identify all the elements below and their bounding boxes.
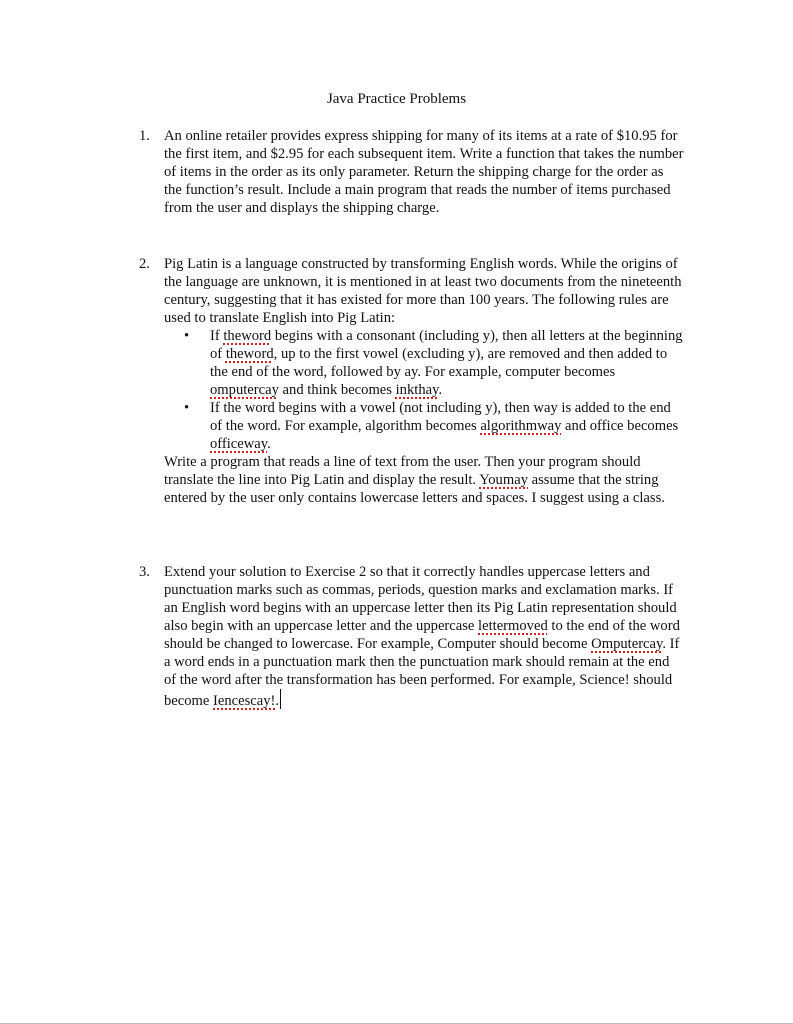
- problem-number: 1.: [139, 128, 150, 144]
- bullet-icon: •: [184, 328, 190, 344]
- rule-vowel: • If the word begins with a vowel (not including y), then way is added to the end of the word. For example, algorithm becomes algorithmway and office becomes officeway.: [184, 400, 679, 452]
- text-cursor: [280, 689, 281, 709]
- problem-intro: Pig Latin is a language constructed by transforming English words. While the origins of the language are unknown, it is mentioned in at least two documents from the nineteenth century, suggesting that it has existed for more than 100 years. The following rules are used to translate English into Pig Latin:: [164, 256, 682, 326]
- spellcheck-word[interactable]: inkthay: [395, 382, 439, 398]
- spellcheck-word[interactable]: Omputercay: [591, 636, 663, 652]
- problem-2: [139, 255, 684, 507]
- rules-list: [164, 327, 684, 453]
- problem-outro: Write a program that reads a line of text from the user. Then your program should translate the line into Pig Latin and display the result. Youmay assume that the string entered by the user only contains lowercase letters and spaces. I suggest using a class.: [164, 454, 665, 506]
- problem-text[interactable]: Extend your solution to Exercise 2 so that it correctly handles uppercase letters and punctuation marks such as commas, periods, question marks and exclamation marks. If an English word begins with an uppercase letter then its Pig Latin representation should also begin with an uppercase letter and the uppercase lettermoved to the end of the word should be changed to lowercase. For example, Computer should become Omputercay. If a word ends in a punctuation mark then the punctuation mark should remain at the end of the word after the transformation has been performed. For example, Science! should become Iencescay!.: [164, 564, 680, 709]
- problem-number: 2.: [139, 256, 150, 272]
- spellcheck-word[interactable]: Youmay: [479, 472, 528, 488]
- spellcheck-word[interactable]: omputercay: [210, 382, 279, 398]
- problem-text: An online retailer provides express shipping for many of its items at a rate of $10.95 for the first item, and $2.95 for each subsequent item. Write a function that takes the number of items in the order as its only parameter. Return the shipping charge for the order as the function’s result. Include a main program that reads the number of items purchased from the user and displays the shipping charge.: [164, 128, 684, 216]
- spellcheck-word[interactable]: Iencescay!: [213, 693, 276, 709]
- document-title: Java Practice Problems: [326, 91, 467, 107]
- spellcheck-word[interactable]: lettermoved: [478, 618, 548, 634]
- problem-1: [139, 127, 684, 217]
- problem-number: 3.: [139, 564, 150, 580]
- spellcheck-word[interactable]: theword: [223, 328, 272, 344]
- bullet-icon: •: [184, 400, 190, 416]
- spellcheck-word[interactable]: algorithmway: [480, 418, 562, 434]
- problem-3: [139, 563, 684, 710]
- spellcheck-word[interactable]: officeway: [210, 436, 268, 452]
- rule-consonant: • If theword begins with a consonant (including y), then all letters at the beginning of theword, up to the first vowel (excluding y), are removed and then added to the end of the word, followed by ay. For example, computer becomes omputercay and think becomes inkthay.: [184, 328, 683, 398]
- spellcheck-word[interactable]: theword: [225, 346, 274, 362]
